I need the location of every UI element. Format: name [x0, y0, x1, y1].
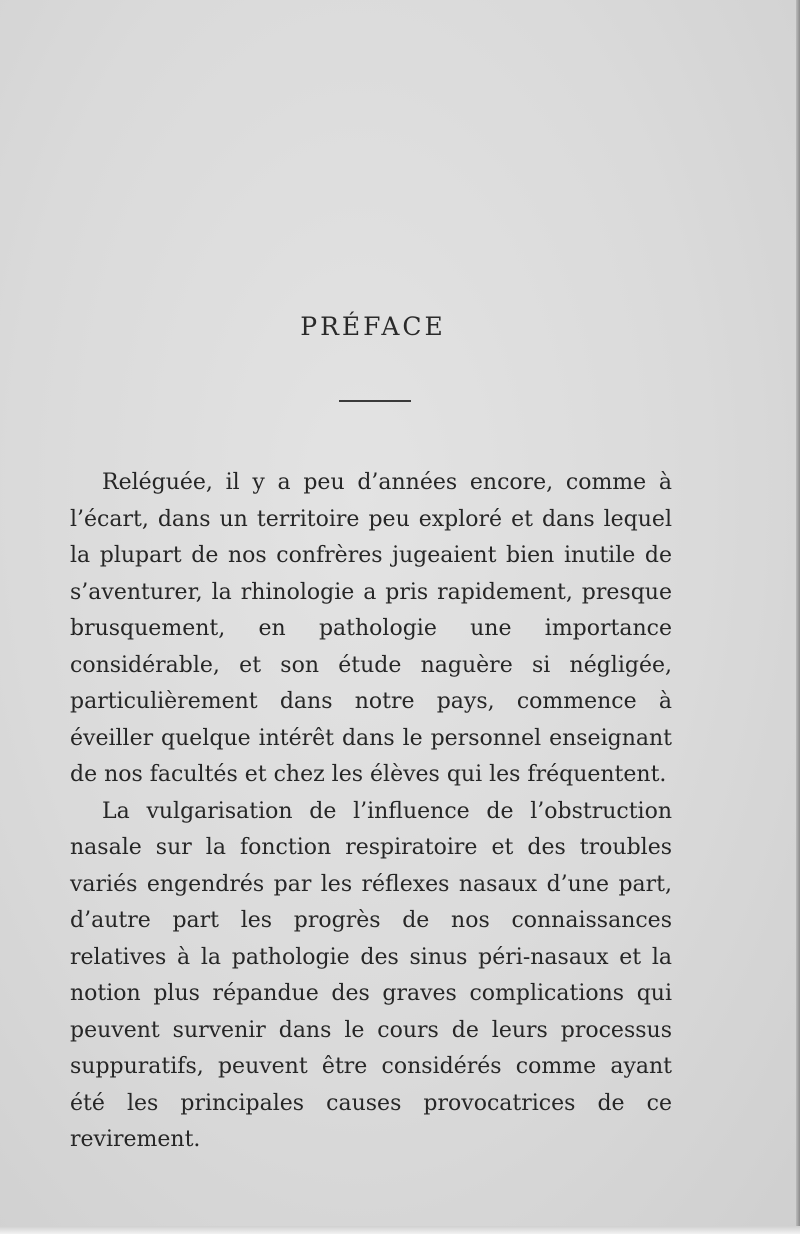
chapter-heading: PRÉFACE: [300, 312, 446, 341]
page-edge: [0, 1226, 800, 1234]
paragraph: La vulgarisation de l’influence de l’obstruction nasale sur la fonction respiratoire et des troubles variés engendrés par les réflexes nasaux d’une part, d’autre part les progrès de nos connaissances relatives à la pathologie des sinus péri-nasaux et la notion plus répandue des graves complications qui peuvent survenir dans le cours de leurs processus suppuratifs, peuvent être considérés comme ayant été les principales causes provocatrices de ce revirement.: [70, 798, 672, 1152]
heading-rule: [339, 400, 411, 402]
page-edge: [796, 0, 800, 1234]
body-text: [70, 465, 672, 1159]
paragraph: Reléguée, il y a peu d’années encore, comme à l’écart, dans un territoire peu exploré et dans lequel la plupart de nos confrères jugeaient bien inutile de s’aventurer, la rhinologie a pris rapidement, presque brusquement, en pathologie une importance considérable, et son étude naguère si négligée, particulièrement dans notre pays, commence à éveiller quelque intérêt dans le personnel enseignant de nos facultés et chez les élèves qui les fréquentent.: [70, 470, 672, 787]
